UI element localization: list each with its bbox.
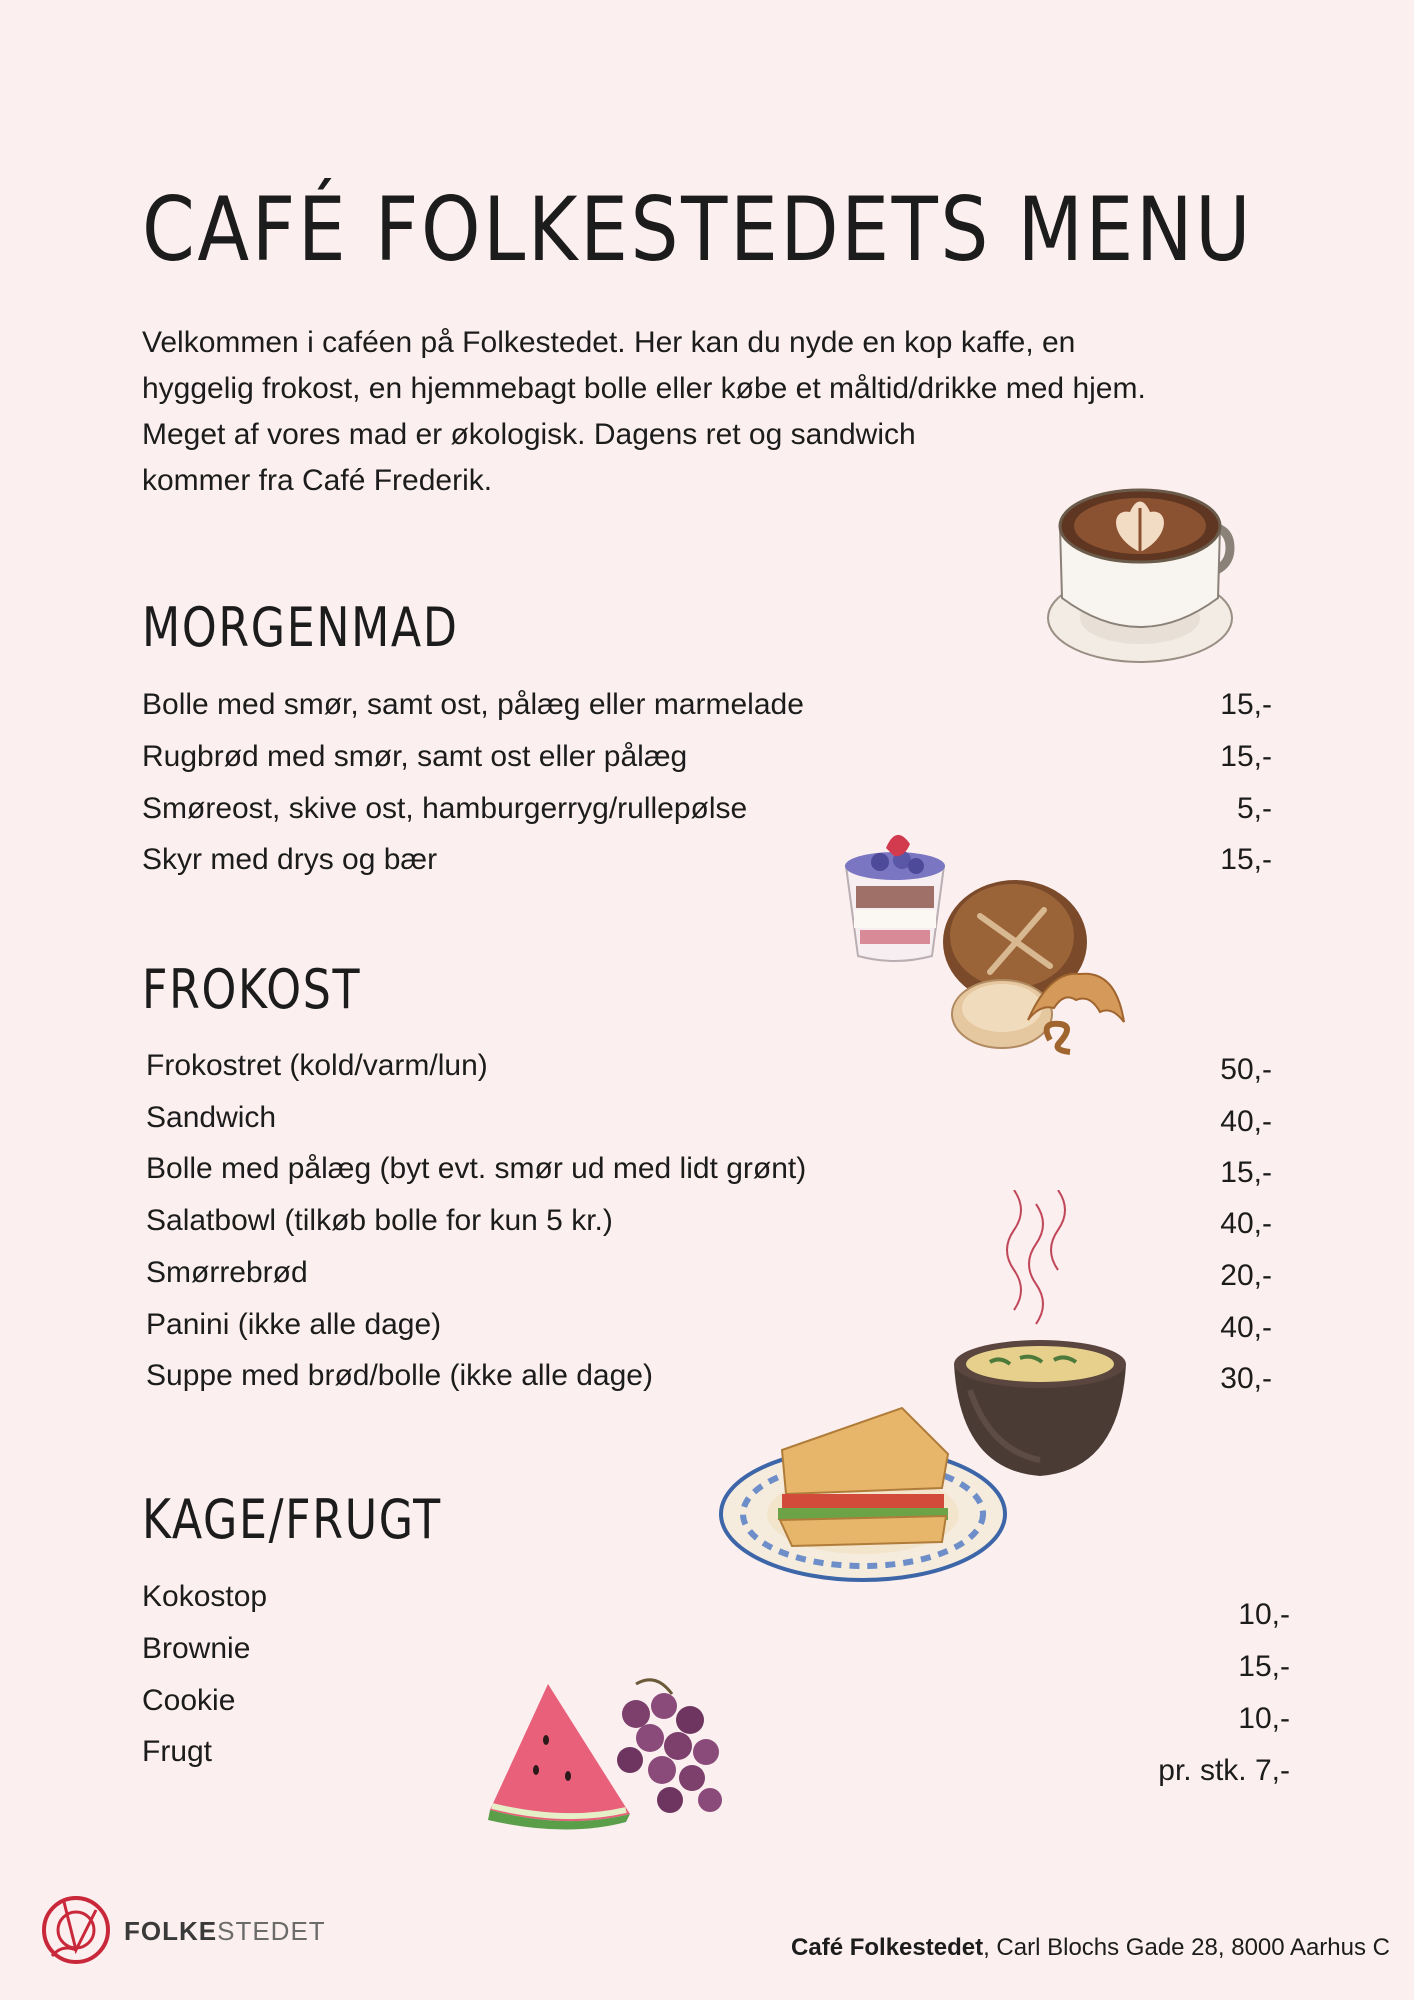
intro-line: Meget af vores mad er økologisk. Dagens ret og sandwich	[142, 418, 916, 451]
menu-item-name: Smøreost, skive ost, hamburgerryg/rullepølse	[142, 792, 748, 825]
grapes-icon	[606, 1674, 736, 1824]
intro-line: kommer fra Café Frederik.	[142, 464, 493, 497]
menu-item-price: 15,-	[1220, 1156, 1272, 1189]
intro-line: hyggelig frokost, en hjemmebagt bolle eller købe et måltid/drikke med hjem.	[142, 372, 1146, 405]
croissant-icon	[1020, 960, 1130, 1060]
menu-item-price: 40,-	[1220, 1207, 1272, 1240]
menu-item-price: 10,-	[1238, 1598, 1290, 1631]
logo-bold: FOLKE	[124, 1916, 218, 1946]
menu-item-price: 15,-	[1238, 1650, 1290, 1683]
intro-text	[142, 320, 1342, 504]
folkestedet-logo-text	[124, 1916, 326, 1947]
section-heading-kage-frugt: KAGE/FRUGT	[142, 1488, 442, 1551]
steam-icon	[1000, 1190, 1080, 1330]
menu-item-price: 10,-	[1238, 1702, 1290, 1735]
menu-item-price: 15,-	[1220, 688, 1272, 721]
menu-item-name: Salatbowl (tilkøb bolle for kun 5 kr.)	[146, 1204, 613, 1237]
menu-item-name: Panini (ikke alle dage)	[146, 1308, 442, 1341]
folkestedet-logo-icon	[36, 1890, 116, 1970]
menu-item-price: pr. stk. 7,-	[1158, 1754, 1290, 1787]
menu-item-name: Smørrebrød	[146, 1256, 308, 1289]
coffee-cup-icon	[1040, 478, 1240, 678]
menu-item-name: Bolle med pålæg (byt evt. smør ud med lidt grønt)	[146, 1152, 807, 1185]
menu-item-name: Frugt	[142, 1735, 213, 1768]
menu-item-price: 30,-	[1220, 1362, 1272, 1395]
menu-item-name: Brownie	[142, 1632, 251, 1665]
page-title: CAFÉ FOLKESTEDETS MENU	[142, 178, 1254, 281]
menu-item-price: 40,-	[1220, 1311, 1272, 1344]
sandwich-plate-icon	[718, 1404, 1008, 1584]
address-name: Café Folkestedet	[791, 1934, 984, 1961]
address-street: , Carl Blochs Gade 28, 8000 Aarhus C	[983, 1934, 1390, 1961]
menu-item-name: Rugbrød med smør, samt ost eller pålæg	[142, 740, 688, 773]
logo-rest: STEDET	[217, 1916, 326, 1946]
menu-item-name: Kokostop	[142, 1580, 268, 1613]
intro-line: Velkommen i caféen på Folkestedet. Her kan du nyde en kop kaffe, en	[142, 326, 1076, 359]
menu-item-name: Bolle med smør, samt ost, pålæg eller marmelade	[142, 688, 804, 721]
menu-item-price: 20,-	[1220, 1259, 1272, 1292]
menu-item-name: Suppe med brød/bolle (ikke alle dage)	[146, 1359, 653, 1392]
menu-item-name: Cookie	[142, 1684, 236, 1717]
section-heading-morgenmad: MORGENMAD	[142, 596, 459, 659]
menu-item-price: 40,-	[1220, 1105, 1272, 1138]
menu-item-price: 15,-	[1220, 843, 1272, 876]
footer-address	[791, 1934, 1390, 1962]
menu-item-name: Sandwich	[146, 1101, 277, 1134]
menu-item-price: 5,-	[1236, 792, 1272, 825]
section-heading-frokost: FROKOST	[142, 958, 362, 1021]
menu-item-price: 50,-	[1220, 1053, 1272, 1086]
menu-item-name: Frokostret (kold/varm/lun)	[146, 1049, 488, 1082]
menu-item-price: 15,-	[1220, 740, 1272, 773]
menu-item-name: Skyr med drys og bær	[142, 843, 438, 876]
